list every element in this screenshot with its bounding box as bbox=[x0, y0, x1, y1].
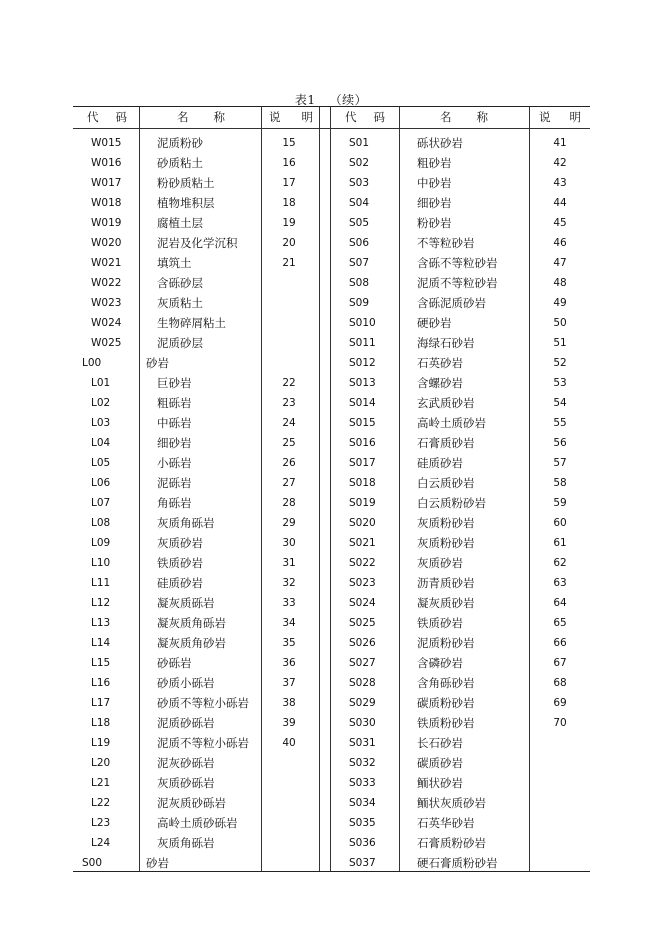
table-row bbox=[73, 333, 590, 353]
rock-name: 泥质粉砂岩 bbox=[417, 636, 475, 650]
rock-code: L09 bbox=[91, 537, 111, 549]
rock-code-table bbox=[73, 106, 590, 872]
rock-name: 中砾岩 bbox=[157, 416, 192, 430]
rock-code: S035 bbox=[349, 817, 376, 829]
rock-name: 灰质粉砂岩 bbox=[417, 536, 475, 550]
rock-code: L24 bbox=[91, 837, 111, 849]
legend-number: 44 bbox=[553, 197, 567, 209]
rock-code: W018 bbox=[91, 197, 122, 209]
table-row bbox=[73, 533, 590, 553]
header-char: 码 bbox=[373, 110, 385, 124]
rock-name: 凝灰质角砾岩 bbox=[157, 616, 226, 630]
rock-name: 泥灰质砂砾岩 bbox=[157, 796, 226, 810]
rock-code: L15 bbox=[91, 657, 111, 669]
legend-number: 56 bbox=[553, 437, 567, 449]
header-char: 明 bbox=[569, 110, 581, 124]
legend-number: 66 bbox=[553, 637, 567, 649]
rock-name: 硬石膏质粉砂岩 bbox=[417, 856, 498, 870]
header-char: 代 bbox=[345, 110, 357, 124]
legend-number: 41 bbox=[553, 137, 567, 149]
legend-number: 22 bbox=[282, 377, 296, 389]
header-char: 称 bbox=[213, 110, 225, 124]
legend-number: 47 bbox=[553, 257, 567, 269]
legend-number: 52 bbox=[553, 357, 567, 369]
rock-code: L21 bbox=[91, 777, 111, 789]
rock-code: L10 bbox=[91, 557, 111, 569]
header-code-right bbox=[345, 107, 385, 128]
rock-name: 砂质小砾岩 bbox=[157, 676, 215, 690]
header-char: 码 bbox=[115, 110, 127, 124]
rock-name: 灰质砂岩 bbox=[417, 556, 463, 570]
rock-name: 细砂岩 bbox=[157, 436, 192, 450]
table-row bbox=[73, 133, 590, 153]
legend-number: 33 bbox=[282, 597, 296, 609]
legend-number: 27 bbox=[282, 477, 296, 489]
rock-name: 填筑土 bbox=[157, 256, 192, 270]
rock-code: S08 bbox=[349, 277, 370, 289]
rock-code: S030 bbox=[349, 717, 376, 729]
rock-code: L02 bbox=[91, 397, 111, 409]
rock-name: 泥灰砂砾岩 bbox=[157, 756, 215, 770]
legend-number: 15 bbox=[282, 137, 296, 149]
rock-code: S012 bbox=[349, 357, 376, 369]
table-row bbox=[73, 573, 590, 593]
rock-name: 灰质粘土 bbox=[157, 296, 203, 310]
rock-name: 泥砾岩 bbox=[157, 476, 192, 490]
table-caption-title: 表1 bbox=[294, 93, 316, 107]
rock-name: 含螺砂岩 bbox=[417, 376, 463, 390]
table-row bbox=[73, 193, 590, 213]
header-char: 说 bbox=[539, 110, 551, 124]
rock-name: 含磷砂岩 bbox=[417, 656, 463, 670]
header-divider bbox=[73, 128, 590, 129]
table-row bbox=[73, 233, 590, 253]
rock-name: 高岭土质砂岩 bbox=[417, 416, 486, 430]
table-row bbox=[73, 853, 590, 873]
rock-name: 含角砾砂岩 bbox=[417, 676, 475, 690]
legend-number: 42 bbox=[553, 157, 567, 169]
rock-code: S037 bbox=[349, 857, 376, 869]
rock-name: 含砾砂层 bbox=[157, 276, 203, 290]
rock-name: 石英砂岩 bbox=[417, 356, 463, 370]
rock-name: 铁质粉砂岩 bbox=[417, 716, 475, 730]
rock-code: L08 bbox=[91, 517, 111, 529]
legend-number: 26 bbox=[282, 457, 296, 469]
rock-code: S015 bbox=[349, 417, 376, 429]
legend-number: 69 bbox=[553, 697, 567, 709]
table-row bbox=[73, 493, 590, 513]
rock-code: S021 bbox=[349, 537, 376, 549]
legend-number: 63 bbox=[553, 577, 567, 589]
rock-name: 泥质砂砾岩 bbox=[157, 716, 215, 730]
rock-code: S013 bbox=[349, 377, 376, 389]
rock-code: S033 bbox=[349, 777, 376, 789]
rock-name: 小砾岩 bbox=[157, 456, 192, 470]
rock-code: S016 bbox=[349, 437, 376, 449]
legend-number: 16 bbox=[282, 157, 296, 169]
rock-code: L04 bbox=[91, 437, 111, 449]
table-row bbox=[73, 753, 590, 773]
header-char: 明 bbox=[301, 110, 313, 124]
rock-code: W025 bbox=[91, 337, 122, 349]
rock-code: S020 bbox=[349, 517, 376, 529]
legend-number: 36 bbox=[282, 657, 296, 669]
rock-name: 粗砾岩 bbox=[157, 396, 192, 410]
rock-name: 巨砂岩 bbox=[157, 376, 192, 390]
legend-number: 28 bbox=[282, 497, 296, 509]
header-char: 代 bbox=[87, 110, 99, 124]
table-row bbox=[73, 173, 590, 193]
header-name-right bbox=[440, 107, 488, 128]
rock-code: S05 bbox=[349, 217, 370, 229]
rock-code: S019 bbox=[349, 497, 376, 509]
legend-number: 21 bbox=[282, 257, 296, 269]
legend-number: 65 bbox=[553, 617, 567, 629]
rock-name: 泥质粉砂 bbox=[157, 136, 203, 150]
table-row bbox=[73, 293, 590, 313]
table-row bbox=[73, 613, 590, 633]
rock-name: 鲕状灰质砂岩 bbox=[417, 796, 486, 810]
rock-code: S022 bbox=[349, 557, 376, 569]
rock-code: S01 bbox=[349, 137, 370, 149]
rock-name: 粗砂岩 bbox=[417, 156, 452, 170]
rock-code: W015 bbox=[91, 137, 122, 149]
rock-name: 碳质粉砂岩 bbox=[417, 696, 475, 710]
legend-number: 35 bbox=[282, 637, 296, 649]
rock-code: L16 bbox=[91, 677, 111, 689]
rock-name: 砂砾岩 bbox=[157, 656, 192, 670]
rock-name: 硅质砂岩 bbox=[157, 576, 203, 590]
rock-name: 灰质角砾岩 bbox=[157, 516, 215, 530]
legend-number: 19 bbox=[282, 217, 296, 229]
rock-name: 玄武质砂岩 bbox=[417, 396, 475, 410]
rock-code: S029 bbox=[349, 697, 376, 709]
rock-code: L22 bbox=[91, 797, 111, 809]
legend-number: 39 bbox=[282, 717, 296, 729]
legend-number: 59 bbox=[553, 497, 567, 509]
rock-code: S010 bbox=[349, 317, 376, 329]
rock-code: S031 bbox=[349, 737, 376, 749]
rock-code: L01 bbox=[91, 377, 111, 389]
rock-name: 凝灰质角砂岩 bbox=[157, 636, 226, 650]
legend-number: 31 bbox=[282, 557, 296, 569]
rock-name: 砂岩 bbox=[146, 856, 169, 870]
rock-name: 含砾不等粒砂岩 bbox=[417, 256, 498, 270]
rock-code: L18 bbox=[91, 717, 111, 729]
legend-number: 70 bbox=[553, 717, 567, 729]
legend-number: 51 bbox=[553, 337, 567, 349]
rock-code: L07 bbox=[91, 497, 111, 509]
rock-name: 白云质砂岩 bbox=[417, 476, 475, 490]
table-row bbox=[73, 653, 590, 673]
rock-code: S02 bbox=[349, 157, 370, 169]
rock-name: 泥质不等粒小砾岩 bbox=[157, 736, 249, 750]
rock-code: L05 bbox=[91, 457, 111, 469]
rock-code: L13 bbox=[91, 617, 111, 629]
legend-number: 32 bbox=[282, 577, 296, 589]
rock-code: S09 bbox=[349, 297, 370, 309]
rock-name: 细砂岩 bbox=[417, 196, 452, 210]
rock-name: 中砂岩 bbox=[417, 176, 452, 190]
rock-code: W020 bbox=[91, 237, 122, 249]
legend-number: 43 bbox=[553, 177, 567, 189]
legend-number: 45 bbox=[553, 217, 567, 229]
legend-number: 50 bbox=[553, 317, 567, 329]
rock-code: S06 bbox=[349, 237, 370, 249]
rock-code: L06 bbox=[91, 477, 111, 489]
rock-code: W021 bbox=[91, 257, 122, 269]
legend-number: 67 bbox=[553, 657, 567, 669]
header-char: 名 bbox=[440, 110, 452, 124]
legend-number: 34 bbox=[282, 617, 296, 629]
rock-name: 含砾泥质砂岩 bbox=[417, 296, 486, 310]
rock-name: 泥质不等粒砂岩 bbox=[417, 276, 498, 290]
rock-code: S023 bbox=[349, 577, 376, 589]
legend-number: 38 bbox=[282, 697, 296, 709]
legend-number: 61 bbox=[553, 537, 567, 549]
table-row bbox=[73, 373, 590, 393]
table-row bbox=[73, 473, 590, 493]
table-row bbox=[73, 393, 590, 413]
rock-code: S027 bbox=[349, 657, 376, 669]
rock-name: 凝灰质砂岩 bbox=[417, 596, 475, 610]
table-row bbox=[73, 813, 590, 833]
rock-code: W022 bbox=[91, 277, 122, 289]
table-row bbox=[73, 673, 590, 693]
legend-number: 64 bbox=[553, 597, 567, 609]
table-row bbox=[73, 553, 590, 573]
legend-number: 58 bbox=[553, 477, 567, 489]
rock-name: 碳质砂岩 bbox=[417, 756, 463, 770]
legend-number: 49 bbox=[553, 297, 567, 309]
legend-number: 24 bbox=[282, 417, 296, 429]
table-row bbox=[73, 833, 590, 853]
legend-number: 57 bbox=[553, 457, 567, 469]
rock-code: L11 bbox=[91, 577, 111, 589]
rock-name: 砂质粘土 bbox=[157, 156, 203, 170]
legend-number: 46 bbox=[553, 237, 567, 249]
rock-code: S028 bbox=[349, 677, 376, 689]
rock-code: W024 bbox=[91, 317, 122, 329]
table-caption-continued: （续） bbox=[329, 93, 368, 107]
rock-name: 灰质角砾岩 bbox=[157, 836, 215, 850]
rock-code: S026 bbox=[349, 637, 376, 649]
table-row bbox=[73, 273, 590, 293]
rock-name: 长石砂岩 bbox=[417, 736, 463, 750]
rock-name: 鲕状砂岩 bbox=[417, 776, 463, 790]
header-char: 称 bbox=[476, 110, 488, 124]
table-row bbox=[73, 773, 590, 793]
rock-code: S04 bbox=[349, 197, 370, 209]
rock-name: 生物碎屑粘土 bbox=[157, 316, 226, 330]
rock-name: 砂质不等粒小砾岩 bbox=[157, 696, 249, 710]
table-row bbox=[73, 413, 590, 433]
header-char: 名 bbox=[177, 110, 189, 124]
rock-name: 泥质砂层 bbox=[157, 336, 203, 350]
rock-code: S03 bbox=[349, 177, 370, 189]
rock-name: 砂岩 bbox=[146, 356, 169, 370]
rock-name: 灰质砂砾岩 bbox=[157, 776, 215, 790]
rock-name: 砾状砂岩 bbox=[417, 136, 463, 150]
rock-code: L23 bbox=[91, 817, 111, 829]
legend-number: 48 bbox=[553, 277, 567, 289]
table-row bbox=[73, 453, 590, 473]
rock-code: S025 bbox=[349, 617, 376, 629]
legend-number: 53 bbox=[553, 377, 567, 389]
rock-code: L20 bbox=[91, 757, 111, 769]
rock-code: S024 bbox=[349, 597, 376, 609]
rock-name: 灰质粉砂岩 bbox=[417, 516, 475, 530]
table-row bbox=[73, 433, 590, 453]
table-row bbox=[73, 633, 590, 653]
table-row bbox=[73, 793, 590, 813]
rock-name: 植物堆积层 bbox=[157, 196, 215, 210]
legend-number: 40 bbox=[282, 737, 296, 749]
table-row bbox=[73, 693, 590, 713]
rock-name: 硅质砂岩 bbox=[417, 456, 463, 470]
legend-number: 55 bbox=[553, 417, 567, 429]
rock-name: 灰质砂岩 bbox=[157, 536, 203, 550]
legend-number: 18 bbox=[282, 197, 296, 209]
legend-number: 20 bbox=[282, 237, 296, 249]
header-desc-right bbox=[539, 107, 581, 128]
rock-name: 石膏质粉砂岩 bbox=[417, 836, 486, 850]
table-row bbox=[73, 153, 590, 173]
table-row bbox=[73, 313, 590, 333]
legend-number: 23 bbox=[282, 397, 296, 409]
rock-code: S07 bbox=[349, 257, 370, 269]
rock-code: L12 bbox=[91, 597, 111, 609]
legend-number: 60 bbox=[553, 517, 567, 529]
rock-name: 白云质粉砂岩 bbox=[417, 496, 486, 510]
rock-code: S036 bbox=[349, 837, 376, 849]
legend-number: 68 bbox=[553, 677, 567, 689]
legend-number: 54 bbox=[553, 397, 567, 409]
rock-code: S014 bbox=[349, 397, 376, 409]
rock-name: 铁质砂岩 bbox=[157, 556, 203, 570]
rock-name: 沥青质砂岩 bbox=[417, 576, 475, 590]
legend-number: 29 bbox=[282, 517, 296, 529]
rock-name: 粉砂岩 bbox=[417, 216, 452, 230]
rock-name: 海绿石砂岩 bbox=[417, 336, 475, 350]
rock-code: L17 bbox=[91, 697, 111, 709]
table-row bbox=[73, 213, 590, 233]
table-row bbox=[73, 593, 590, 613]
rock-code: W023 bbox=[91, 297, 122, 309]
rock-code: S011 bbox=[349, 337, 376, 349]
rock-code: L14 bbox=[91, 637, 111, 649]
rock-name: 石英华砂岩 bbox=[417, 816, 475, 830]
rock-code: S032 bbox=[349, 757, 376, 769]
rock-code: L03 bbox=[91, 417, 111, 429]
rock-name: 腐植土层 bbox=[157, 216, 203, 230]
rock-code: S034 bbox=[349, 797, 376, 809]
table-row bbox=[73, 733, 590, 753]
rock-code: W016 bbox=[91, 157, 122, 169]
legend-number: 25 bbox=[282, 437, 296, 449]
table-row bbox=[73, 713, 590, 733]
legend-number: 37 bbox=[282, 677, 296, 689]
rock-name: 硬砂岩 bbox=[417, 316, 452, 330]
rock-name: 凝灰质砾岩 bbox=[157, 596, 215, 610]
table-row bbox=[73, 513, 590, 533]
rock-name: 石膏质砂岩 bbox=[417, 436, 475, 450]
rock-name: 高岭土质砂砾岩 bbox=[157, 816, 238, 830]
rock-code: L00 bbox=[82, 357, 102, 369]
table-row bbox=[73, 253, 590, 273]
legend-number: 30 bbox=[282, 537, 296, 549]
rock-name: 角砾岩 bbox=[157, 496, 192, 510]
rock-code: S018 bbox=[349, 477, 376, 489]
header-code-left bbox=[87, 107, 127, 128]
rock-name: 不等粒砂岩 bbox=[417, 236, 475, 250]
header-char: 说 bbox=[269, 110, 281, 124]
legend-number: 62 bbox=[553, 557, 567, 569]
rock-name: 铁质砂岩 bbox=[417, 616, 463, 630]
legend-number: 17 bbox=[282, 177, 296, 189]
header-desc-left bbox=[269, 107, 313, 128]
header-name-left bbox=[177, 107, 225, 128]
rock-code: W017 bbox=[91, 177, 122, 189]
rock-name: 粉砂质粘土 bbox=[157, 176, 215, 190]
table-row bbox=[73, 353, 590, 373]
rock-code: W019 bbox=[91, 217, 122, 229]
rock-code: S00 bbox=[82, 857, 103, 869]
rock-code: L19 bbox=[91, 737, 111, 749]
rock-code: S017 bbox=[349, 457, 376, 469]
rock-name: 泥岩及化学沉积 bbox=[157, 236, 238, 250]
